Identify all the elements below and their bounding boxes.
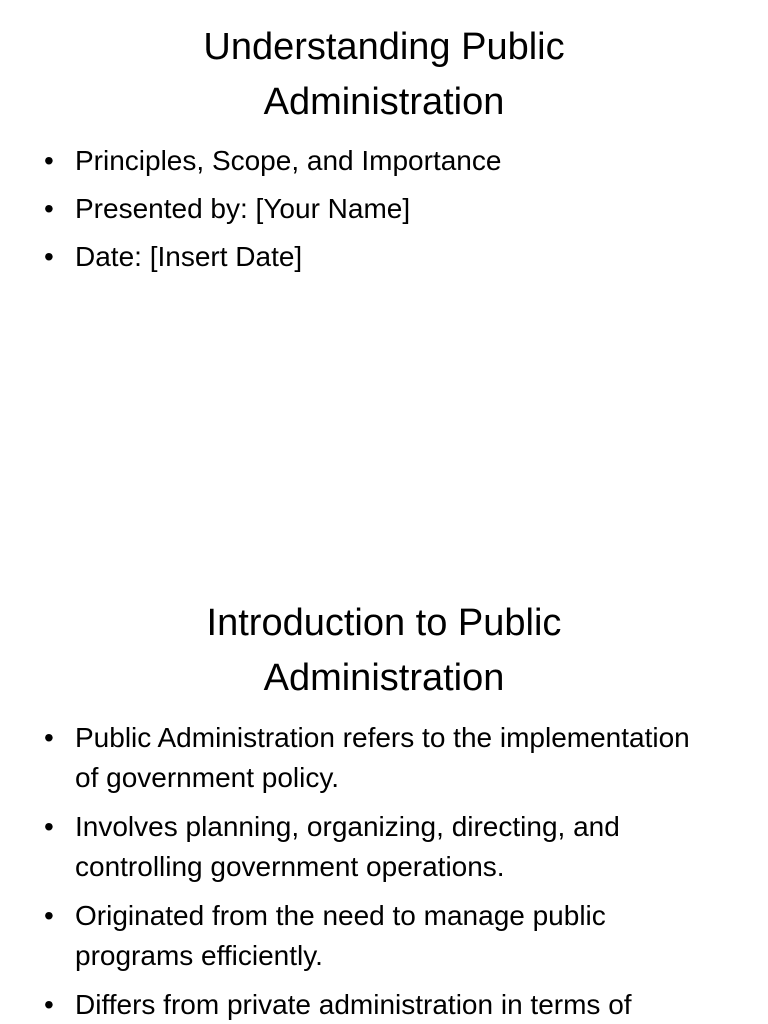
bullet-text: Originated from the need to manage public programs efficiently. [75,900,606,971]
bullet-icon: • [44,193,54,224]
bullet-item [40,142,720,180]
bullet-text: Presented by: [Your Name] [75,193,411,224]
bullet-list [40,718,720,1024]
slide-title-line-1: Introduction to Public [206,602,562,644]
bullet-text: Differs from private administration in terms of [75,989,632,1020]
bullet-text: Involves planning, organizing, directing, and controlling government operations. [75,811,620,882]
bullet-text: Public Administration refers to the implementation of government policy. [75,722,690,793]
slide-title-line-2: Administration [263,657,505,699]
slide-title [40,20,728,130]
slide-title-line-1: Understanding Public [203,26,565,68]
bullet-text: Principles, Scope, and Importance [75,145,502,176]
bullet-icon: • [44,145,54,176]
bullet-item [40,896,720,976]
bullet-icon: • [44,241,54,272]
bullet-item [40,985,720,1024]
bullet-icon: • [44,722,54,753]
bullet-icon: • [44,900,54,931]
bullet-list [40,142,720,286]
slide-title [40,596,728,706]
slide-title-line-2: Administration [263,81,505,123]
bullet-text: Date: [Insert Date] [75,241,303,272]
slide-2 [0,576,768,1024]
bullet-item [40,718,720,798]
bullet-item [40,238,720,276]
bullet-icon: • [44,811,54,842]
bullet-icon: • [44,989,54,1020]
bullet-item [40,190,720,228]
bullet-item [40,807,720,887]
